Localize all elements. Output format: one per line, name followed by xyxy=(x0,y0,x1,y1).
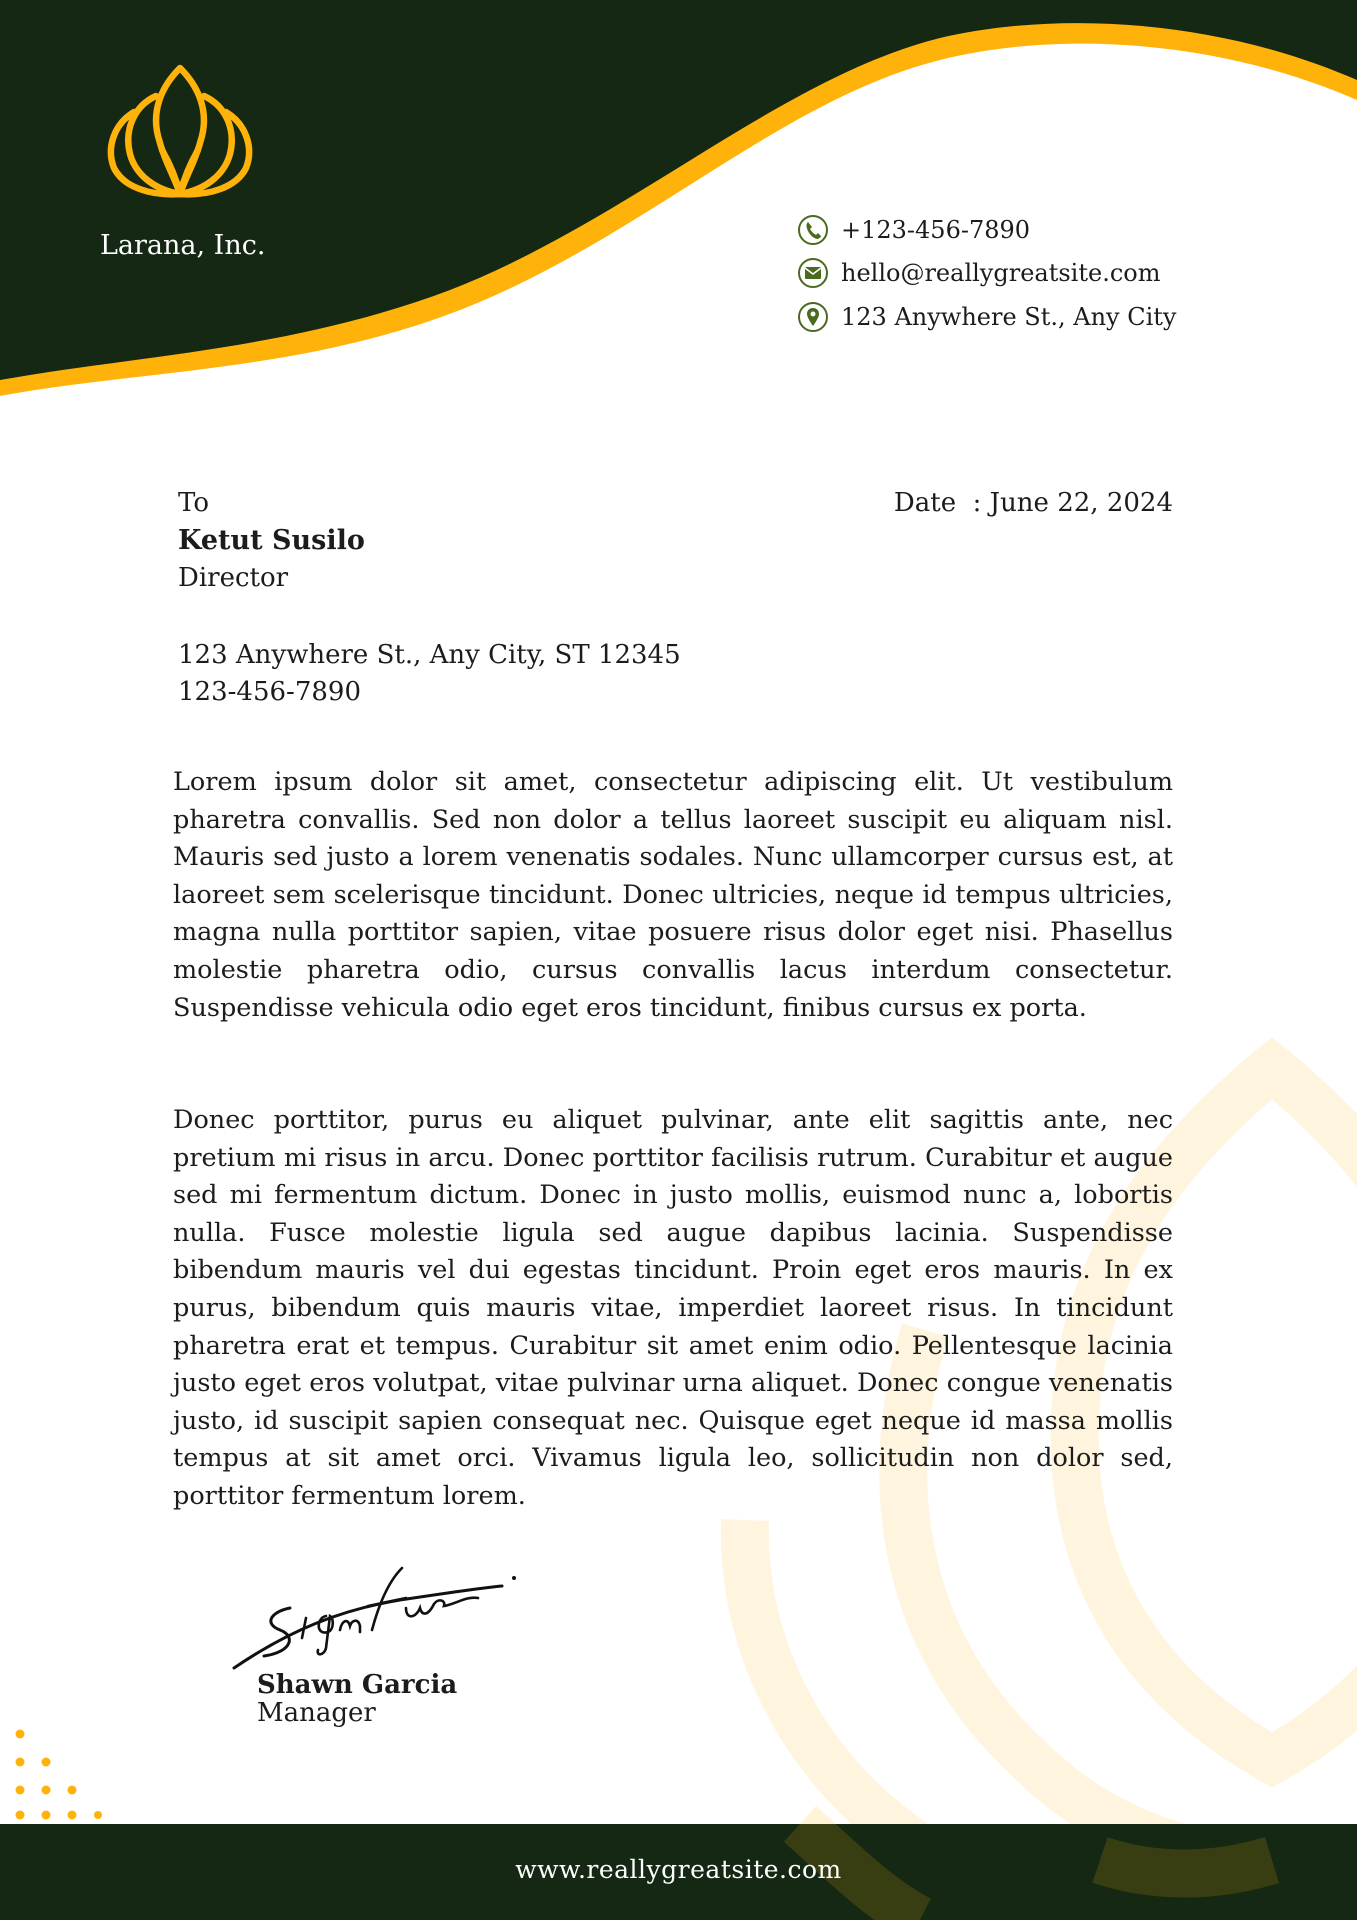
recipient-title: Director xyxy=(178,563,289,593)
body-paragraph-2: Donec porttitor, purus eu aliquet pulvinar, ante elit sagittis ante, nec pretium mi risus in arcu. Donec porttitor facilisis rutrum. Curabitur et augue sed mi fermentum dictum. Donec in justo mollis, euismod nunc a, lobortis nulla. Fusce molestie ligula sed augue dapibus lacinia. Suspendisse bibendum mauris vel dui egestas tincidunt. Proin eget eros mauris. In ex purus, bibendum quis mauris vitae, imperdiet laoreet risus. In tincidunt pharetra erat et tempus. Curabitur sit amet enim odio. Pellentesque lacinia justo eget eros volutpat, vitae pulvinar urna aliquet. Donec congue venenatis justo, id suscipit sapien consequat nec. Quisque eget neque id massa mollis tempus at sit amet orci. Vivamus ligula leo, sollicitudin non dolor sed, porttitor fermentum lorem. xyxy=(173,1105,1173,1511)
recipient-name: Ketut Susilo xyxy=(178,525,365,556)
letter-date: Date : June 22, 2024 xyxy=(893,488,1173,518)
footer-website[interactable]: www.reallygreatsite.com xyxy=(515,1855,842,1884)
recipient-address: 123 Anywhere St., Any City, ST 12345 xyxy=(178,640,681,670)
contact-address-text: 123 Anywhere St., Any City xyxy=(841,303,1177,331)
to-label: To xyxy=(178,488,209,518)
recipient-phone: 123-456-7890 xyxy=(178,677,361,707)
signer-name: Shawn Garcia xyxy=(257,1670,458,1700)
company-name: Larana, Inc. xyxy=(100,230,266,261)
contact-email-text: hello@reallygreatsite.com xyxy=(841,259,1161,287)
signer-role: Manager xyxy=(257,1698,376,1728)
contact-phone-text: +123-456-7890 xyxy=(841,216,1031,244)
body-paragraph-1: Lorem ipsum dolor sit amet, consectetur adipiscing elit. Ut vestibulum pharetra convallis. Sed non dolor a tellus laoreet suscipit eu aliquam nisl. Mauris sed justo a lorem venenatis sodales. Nunc ullamcorper cursus est, at laoreet sem scelerisque tincidunt. Donec ultricies, neque id tempus ultricies, magna nulla porttitor sapien, vitae posuere risus dolor eget nisi. Phasellus molestie pharetra odio, cursus convallis lacus interdum consectetur. Suspendisse vehicula odio eget eros tincidunt, finibus cursus ex porta. xyxy=(173,767,1173,1023)
